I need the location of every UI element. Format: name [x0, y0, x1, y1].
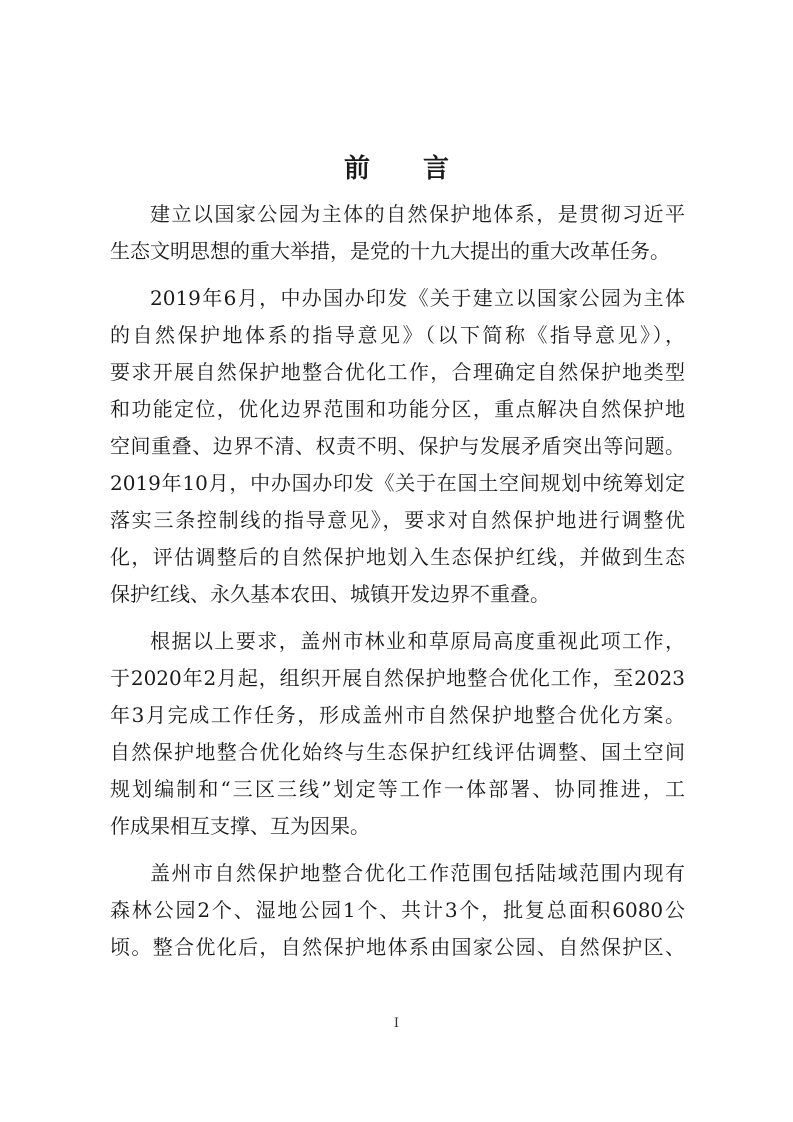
text-line: 和功能定位，优化边界范围和功能分区，重点解决自然保护地 — [110, 397, 685, 421]
text-line: 规划编制和“三区三线”划定等工作一体部署、协同推进，工 — [110, 777, 685, 801]
text-line: 2019年6月，中办国办印发《关于建立以国家公园为主体 — [150, 286, 685, 310]
text-line: 保护红线、永久基本农田、城镇开发边界不重叠。 — [110, 582, 550, 606]
text-line: 年3月完成工作任务，形成盖州市自然保护地整合优化方案。 — [110, 703, 685, 727]
text-line: 自然保护地整合优化始终与生态保护红线评估调整、国土空间 — [110, 740, 685, 764]
text-line: 作成果相互支撑、互为因果。 — [110, 814, 370, 838]
text-line: 落实三条控制线的指导意见》，要求对自然保护地进行调整优 — [110, 508, 685, 532]
page-number: I — [393, 1016, 400, 1031]
text-line: 化，评估调整后的自然保护地划入生态保护红线，并做到生态 — [110, 545, 685, 569]
text-line: 顷。整合优化后，自然保护地体系由国家公园、自然保护区、 — [110, 935, 685, 959]
text-line: 盖州市自然保护地整合优化工作范围包括陆域范围内现有 — [150, 861, 685, 885]
text-line: 森林公园2个、湿地公园1个、共计3个，批复总面积6080公 — [110, 898, 685, 922]
text-line: 建立以国家公园为主体的自然保护地体系，是贯彻习近平 — [150, 202, 685, 226]
text-line: 生态文明思想的重大举措，是党的十九大提出的重大改革任务。 — [110, 239, 670, 263]
text-line: 空间重叠、边界不清、权责不明、保护与发展矛盾突出等问题。 — [110, 434, 685, 458]
text-line: 要求开展自然保护地整合优化工作，合理确定自然保护地类型 — [110, 360, 685, 384]
text-line: 的自然保护地体系的指导意见》（以下简称《指导意见》）， — [110, 323, 685, 347]
text-line: 于2020年2月起，组织开展自然保护地整合优化工作，至2023 — [110, 666, 685, 690]
text-line: 2019年10月，中办国办印发《关于在国土空间规划中统筹划定 — [110, 471, 685, 495]
text-line: 根据以上要求，盖州市林业和草原局高度重视此项工作， — [150, 629, 685, 653]
page-title: 前 言 — [343, 154, 472, 184]
